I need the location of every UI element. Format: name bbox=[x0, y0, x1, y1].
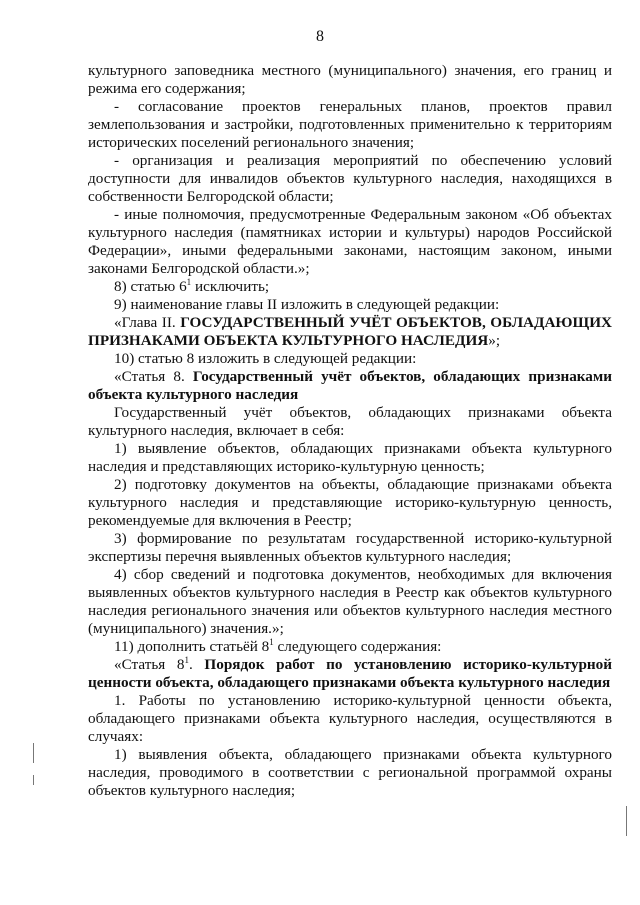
paragraph: 11) дополнить статьёй $8^1$ следующего содержания: bbox=[114, 636, 442, 655]
scan-mark bbox=[33, 775, 34, 785]
article-8-heading: «Статья 8. Государственный учёт объектов, обладающих признаками объекта культурного наследия bbox=[88, 368, 612, 403]
paragraph: - иные полномочия, предусмотренные Федеральным законом «Об объектах культурного наследия (памятниках истории и культуры) народов Российской Федерации», иными федеральными законами, настоящим законом, иными законами Белгородской области.»; bbox=[88, 206, 612, 277]
chapter-heading: «Глава II. ГОСУДАРСТВЕННЫЙ УЧЁТ ОБЪЕКТОВ, ОБЛАДАЮЩИХ ПРИЗНАКАМИ ОБЪЕКТА КУЛЬТУРНОГО НАСЛЕДИЯ»; bbox=[88, 314, 612, 349]
article-8-1-heading: «Статья $8^1$. Порядок работ по установлению историко-культурной ценности объекта, обладающего признаками объекта культурного наследия bbox=[88, 654, 612, 691]
list-item: 1) выявление объектов, обладающих признаками объекта культурного наследия и представляющих историко-культурную ценность; bbox=[88, 440, 612, 475]
scan-mark bbox=[626, 806, 627, 836]
list-item: 1) выявления объекта, обладающего признаками объекта культурного наследия, проводимого в соответствии с региональной программой охраны объектов культурного наследия; bbox=[88, 746, 612, 799]
paragraph: культурного заповедника местного (муниципального) значения, его границ и режима его содержания; bbox=[88, 62, 612, 97]
list-item: 2) подготовку документов на объекты, обладающие признаками объекта культурного наследия и представляющие историко-культурную ценность, рекомендуемые для включения в Реестр; bbox=[88, 476, 612, 529]
paragraph: - согласование проектов генеральных планов, проектов правил землепользования и застройки, подготовленных применительно к территориям исторических поселений регионального значения; bbox=[88, 98, 612, 151]
paragraph-article-6-1: 8) статью $6^1$ исключить; bbox=[114, 276, 270, 295]
paragraph: Государственный учёт объектов, обладающих признаками объекта культурного наследия, включает в себя: bbox=[88, 404, 612, 439]
list-item: 3) формирование по результатам государственной историко-культурной экспертизы перечня выявленных объектов культурного наследия; bbox=[88, 530, 612, 565]
paragraph: 9) наименование главы II изложить в следующей редакции: bbox=[114, 296, 500, 313]
page-number: 8 bbox=[316, 28, 324, 45]
paragraph: - организация и реализация мероприятий по обеспечению условий доступности для инвалидов объектов культурного наследия, находящихся в собственности Белгородской области; bbox=[88, 152, 612, 205]
document-body bbox=[88, 62, 612, 800]
paragraph: 1. Работы по установлению историко-культурной ценности объекта, обладающего признаками объекта культурного наследия, осуществляются в случаях: bbox=[88, 692, 612, 745]
scan-mark bbox=[33, 743, 34, 763]
paragraph: 10) статью 8 изложить в следующей редакции: bbox=[114, 350, 417, 367]
list-item: 4) сбор сведений и подготовка документов, необходимых для включения выявленных объектов культурного наследия в Реестр как объектов культурного наследия регионального значения или объектов культурного наследия местного (муниципального) значения.»; bbox=[88, 566, 612, 637]
